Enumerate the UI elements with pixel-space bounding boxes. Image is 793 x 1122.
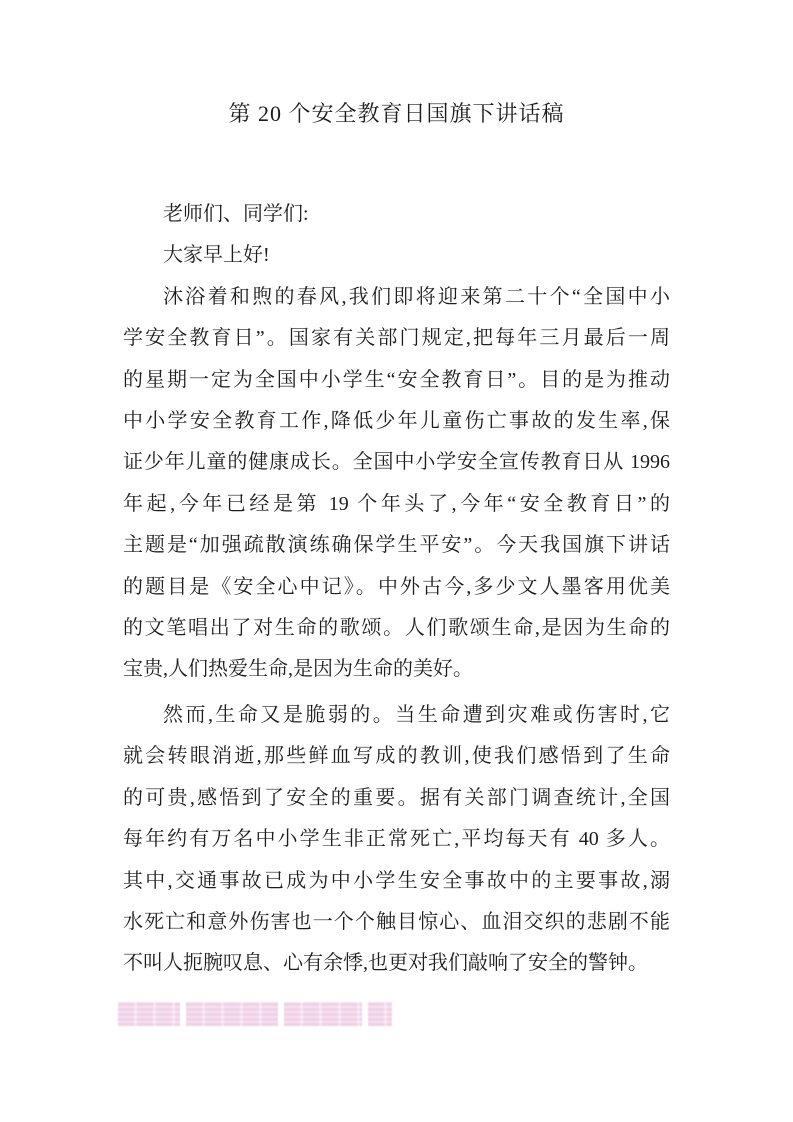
document-body (123, 194, 670, 985)
text-line: 的文笔唱出了对生命的歌颂。人们歌颂生命,是因为生命的 (123, 617, 670, 640)
paragraph (123, 235, 670, 276)
document-title: 第 20 个安全教育日国旗下讲话稿 (228, 101, 565, 126)
text-line: 水死亡和意外伤害也一个个触目惊心、血泪交织的悲剧不能 (123, 910, 670, 933)
text-line: 中小学安全教育工作,降低少年儿童伤亡事故的发生率,保 (123, 410, 670, 433)
text-line: 其中,交通事故已成为中小学生安全事故中的主要事故,溺 (123, 869, 670, 892)
text-line: 年起,今年已经是第 19 个年头了,今年“安全教育日”的 (123, 492, 670, 515)
paragraph (123, 194, 670, 235)
text-line: 的星期一定为全国中小学生“安全教育日”。目的是为推动 (123, 368, 670, 391)
text-line: 证少年儿童的健康成长。全国中小学安全宣传教育日从 1996 (123, 451, 670, 474)
text-line: 老师们、同学们: (163, 203, 309, 225)
text-line: 每年约有万名中小学生非正常死亡,平均每天有 40 多人。 (123, 828, 670, 851)
text-line: 就会转眼消逝,那些鲜血写成的教训,使我们感悟到了生命 (123, 745, 670, 768)
text-line: 大家早上好! (163, 244, 270, 267)
watermark-text-cluster (186, 1002, 278, 1026)
text-line: 主题是“加强疏散演练确保学生平安”。今天我国旗下讲话 (123, 534, 670, 557)
paragraph (123, 695, 670, 985)
text-line: 然而,生命又是脆弱的。当生命遭到灾难或伤害时,它 (163, 703, 670, 726)
text-line: 不叫人扼腕叹息、心有余悸,也更对我们敲响了安全的警钟。 (123, 952, 648, 975)
watermark-illegible-text (118, 1002, 392, 1026)
watermark-text-cluster (368, 1002, 392, 1026)
text-line: 的题目是《安全心中记》。中外古今,多少文人墨客用优美 (123, 575, 670, 598)
text-line: 学安全教育日”。国家有关部门规定,把每年三月最后一周 (123, 327, 670, 350)
watermark-text-cluster (284, 1002, 362, 1026)
text-line: 沐浴着和煦的春风,我们即将迎来第二十个“全国中小 (163, 285, 670, 308)
watermark-text-cluster (118, 1002, 180, 1026)
paragraph (123, 277, 670, 691)
text-line: 的可贵,感悟到了安全的重要。据有关部门调查统计,全国 (123, 786, 670, 809)
text-line: 宝贵,人们热爱生命,是因为生命的美好。 (123, 658, 473, 681)
